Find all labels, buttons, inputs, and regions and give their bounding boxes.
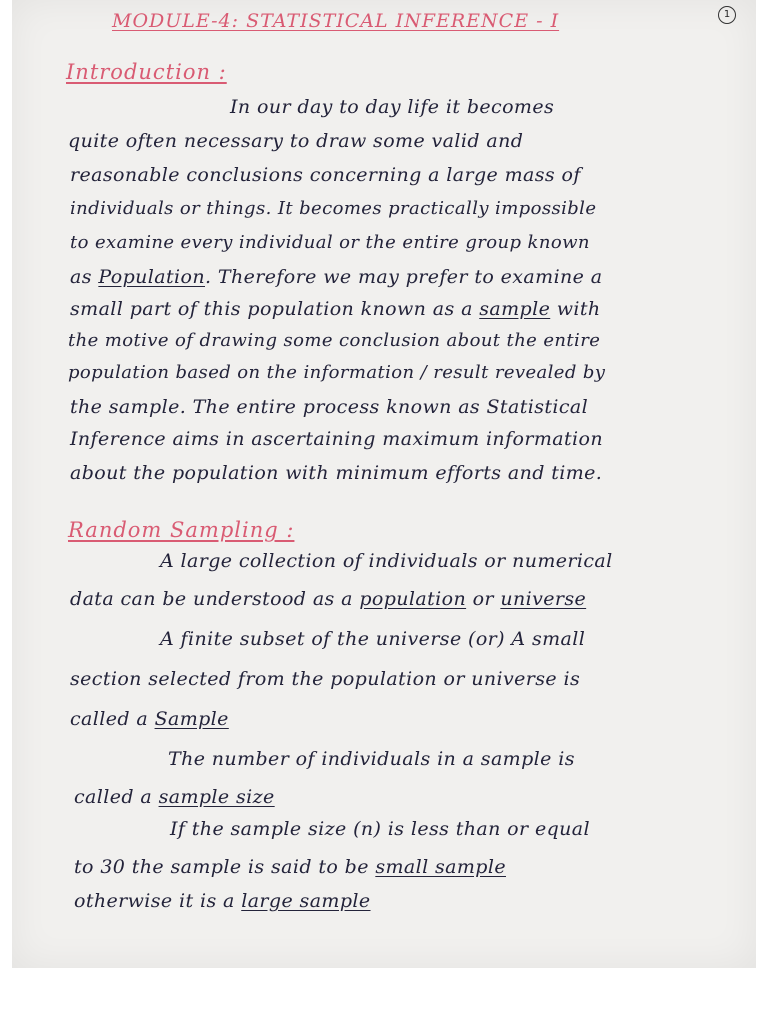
rs-line-6: The number of individuals in a sample is: [168, 748, 575, 770]
intro-text-therefore: . Therefore we may prefer to examine a: [205, 266, 603, 288]
rs-text-called-a-2: called a: [74, 786, 153, 808]
rs-line-9: [74, 856, 506, 878]
rs-line-2: [70, 588, 586, 610]
intro-line-5: to examine every individual or the entire group known: [70, 232, 590, 253]
intro-line-10: the sample. The entire process known as Statistical: [70, 396, 589, 418]
intro-line-12: about the population with minimum efforts and time.: [70, 462, 603, 484]
intro-line-11: Inference aims in ascertaining maximum information: [70, 428, 603, 450]
rs-line-10: [74, 890, 371, 912]
intro-line-9: population based on the information / result revealed by: [68, 362, 606, 383]
rs-line-4: section selected from the population or universe is: [70, 668, 581, 690]
module-title: MODULE-4: STATISTICAL INFERENCE - I: [112, 10, 560, 32]
rs-line-7: [74, 786, 275, 808]
intro-text-as: as: [70, 266, 92, 288]
intro-line-4: individuals or things. It becomes practically impossible: [70, 198, 597, 219]
term-sample-size: sample size: [158, 786, 275, 808]
term-small-sample: small sample: [375, 856, 506, 878]
intro-line-1: In our day to day life it becomes: [230, 96, 555, 118]
introduction-heading: Introduction :: [66, 60, 227, 84]
intro-line-6: [70, 266, 603, 288]
rs-text-called-a: called a: [70, 708, 149, 730]
rs-line-3: A finite subset of the universe (or) A small: [160, 628, 586, 650]
rs-line-8: If the sample size (n) is less than or equal: [170, 818, 590, 840]
random-sampling-heading: Random Sampling :: [68, 518, 295, 542]
page-number-badge: 1: [718, 6, 736, 24]
rs-text-to-30: to 30 the sample is said to be: [74, 856, 369, 878]
term-sample: sample: [479, 298, 551, 320]
rs-line-1: A large collection of individuals or numerical: [160, 550, 613, 572]
intro-line-8: the motive of drawing some conclusion about the entire: [68, 330, 601, 351]
rs-line-5: [70, 708, 229, 730]
intro-line-2: quite often necessary to draw some valid and: [68, 130, 524, 152]
intro-line-3: reasonable conclusions concerning a large mass of: [70, 164, 581, 186]
rs-text-otherwise: otherwise it is a: [74, 890, 235, 912]
term-large-sample: large sample: [241, 890, 371, 912]
intro-text-with: with: [556, 298, 601, 320]
rs-text-data: data can be understood as a: [70, 588, 353, 610]
intro-text-small-part: small part of this population known as a: [70, 298, 473, 320]
rs-text-or: or: [472, 588, 494, 610]
intro-line-7: [70, 298, 601, 320]
notebook-page: [12, 0, 756, 968]
term-sample-2: Sample: [154, 708, 229, 730]
term-universe: universe: [500, 588, 587, 610]
term-population: Population: [98, 266, 205, 288]
term-population-2: population: [359, 588, 467, 610]
